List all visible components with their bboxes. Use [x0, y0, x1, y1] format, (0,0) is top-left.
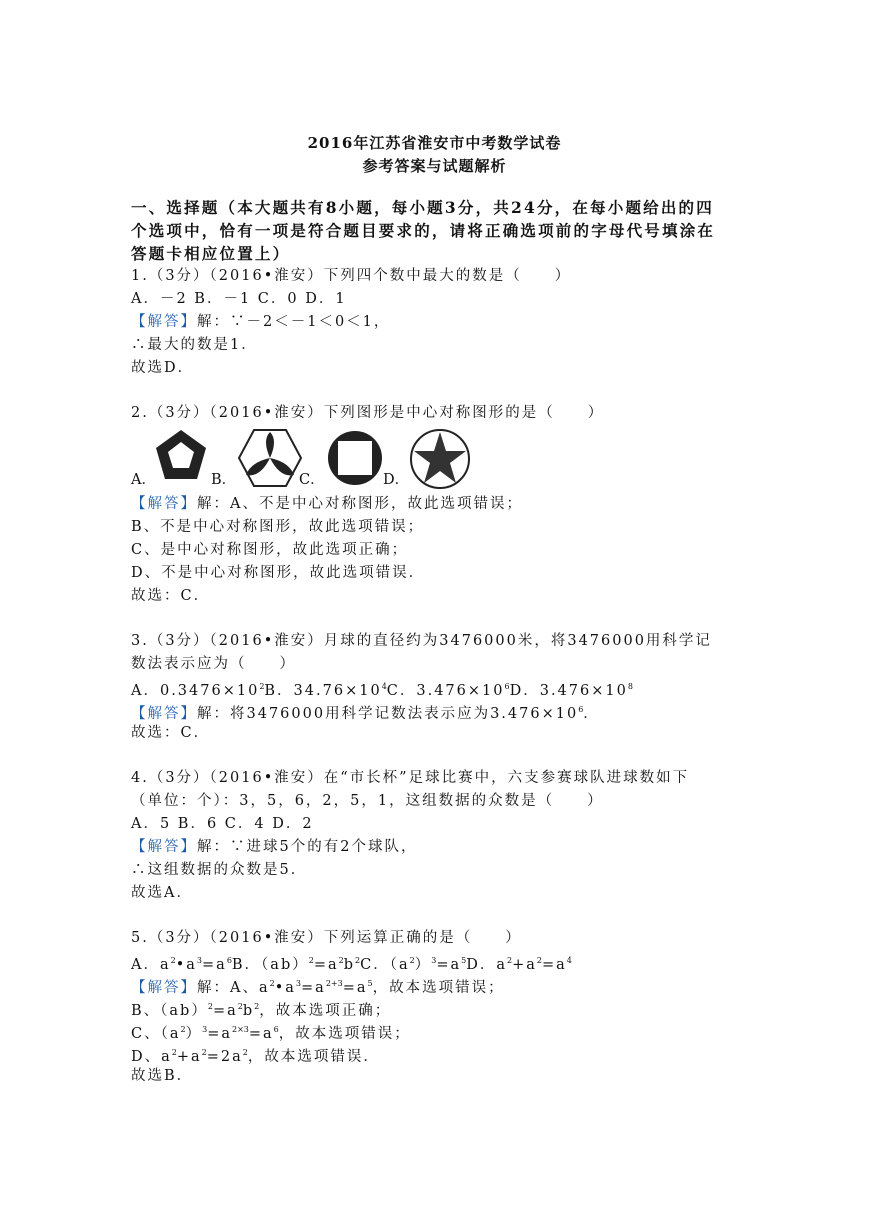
circle-square-figure-icon: [325, 428, 385, 488]
q4-solution-3: 故选A．: [131, 885, 193, 901]
q2-label-d: D．: [383, 472, 410, 488]
q2-solution-5: 故选：C．: [131, 588, 211, 604]
q5-stem: 5.（3分）（2016•淮安）下列运算正确的是（ ）: [131, 930, 522, 946]
answer-tag: 【解答】: [131, 839, 197, 855]
q4-stem-1: 4.（3分）（2016•淮安）在“市长杯”足球比赛中，六支参赛球队进球数如下: [131, 770, 690, 786]
q5-solution-2: B、$(ab)^2=a^2b^2$，故本选项正确；: [131, 1002, 392, 1019]
q3-stem-1: 3.（3分）（2016•淮安）月球的直径约为3476000米，将3476000用科学记: [131, 633, 712, 649]
answer-tag: 【解答】: [131, 314, 197, 330]
q3-solution-2: 故选：C．: [131, 725, 211, 741]
q3-options: A．$0.3476\times 10^2B$．$34.76\times 10^4C$．$3.476\times 10^6D$．$3.476\times 10^8$: [131, 682, 633, 699]
q2-label-c: C．: [299, 472, 325, 488]
section-heading-line-3: 答题卡相应位置上）: [131, 244, 291, 263]
q2-label-a: A．: [131, 472, 156, 488]
q5-solution-3: C、$(a^2)^3=a^{2\times 3}=a^6$，故本选项错误；: [131, 1025, 411, 1042]
q2-label-b: B．: [211, 472, 237, 488]
page-subtitle: 参考答案与试题解析: [362, 157, 507, 175]
q1-solution-2: ∴最大的数是1．: [131, 337, 258, 353]
hexagon-petal-figure-icon: [237, 428, 303, 488]
q3-stem-2: 数法表示应为（ ）: [131, 656, 296, 672]
circle-star-figure-icon: [409, 428, 471, 490]
page-title: 2016年江苏省淮安市中考数学试卷: [307, 134, 562, 152]
q5-solution-4: D、$a^2+a^2=2a^2$，故本选项错误．: [131, 1048, 380, 1065]
q1-options: A．－2 B．－1 C．0 D．1: [131, 291, 347, 307]
pentagon-figure-icon: [153, 428, 209, 484]
q2-solution-1: 【解答】解：A、不是中心对称图形，故此选项错误；: [131, 496, 523, 512]
q2-solution-2: B、不是中心对称图形，故此选项错误；: [131, 519, 425, 535]
q5-solution-1: 【解答】解：A、$a^2•a^3=a^{2+3}=a^5$，故本选项错误；: [131, 979, 505, 996]
section-heading-line-2: 个选项中，恰有一项是符合题目要求的，请将正确选项前的字母代号填涂在: [131, 221, 716, 240]
q1-stem: 1.（3分）（2016•淮安）下列四个数中最大的数是（ ）: [131, 268, 572, 284]
q5-solution-5: 故选B．: [131, 1068, 194, 1084]
q2-stem: 2.（3分）（2016•淮安）下列图形是中心对称图形的是（ ）: [131, 405, 605, 421]
q5-options: A．$a^2•a^3=a^6B$．$(ab)^2=a^2b^2C$．$(a^2)^3=a^5D$．$a^2+a^2=a^4$: [131, 956, 572, 973]
answer-tag: 【解答】: [131, 980, 197, 996]
q2-solution-4: D、不是中心对称图形，故此选项错误．: [131, 565, 426, 581]
q3-solution-1: 【解答】解：将3476000用科学记数法表示应为$3.476\times 10^6$．: [131, 705, 600, 722]
q4-solution-1: 【解答】解：∵进球5个的有2个球队，: [131, 839, 418, 855]
q2-solution-3: C、是中心对称图形，故此选项正确；: [131, 542, 409, 558]
answer-tag: 【解答】: [131, 496, 197, 512]
section-heading-line-1: 一、选择题（本大题共有8小题，每小题3分，共24分，在每小题给出的四: [131, 198, 714, 217]
q1-solution-3: 故选D．: [131, 360, 195, 376]
answer-tag: 【解答】: [131, 706, 197, 722]
q4-solution-2: ∴这组数据的众数是5．: [131, 862, 308, 878]
q1-solution-1: 【解答】解：∵－2＜－1＜0＜1，: [131, 314, 391, 330]
q4-options: A．5 B．6 C．4 D．2: [131, 816, 314, 832]
q2-figure-options: [131, 428, 491, 492]
q4-stem-2: （单位：个）：3，5，6，2，5，1，这组数据的众数是（ ）: [131, 793, 604, 809]
